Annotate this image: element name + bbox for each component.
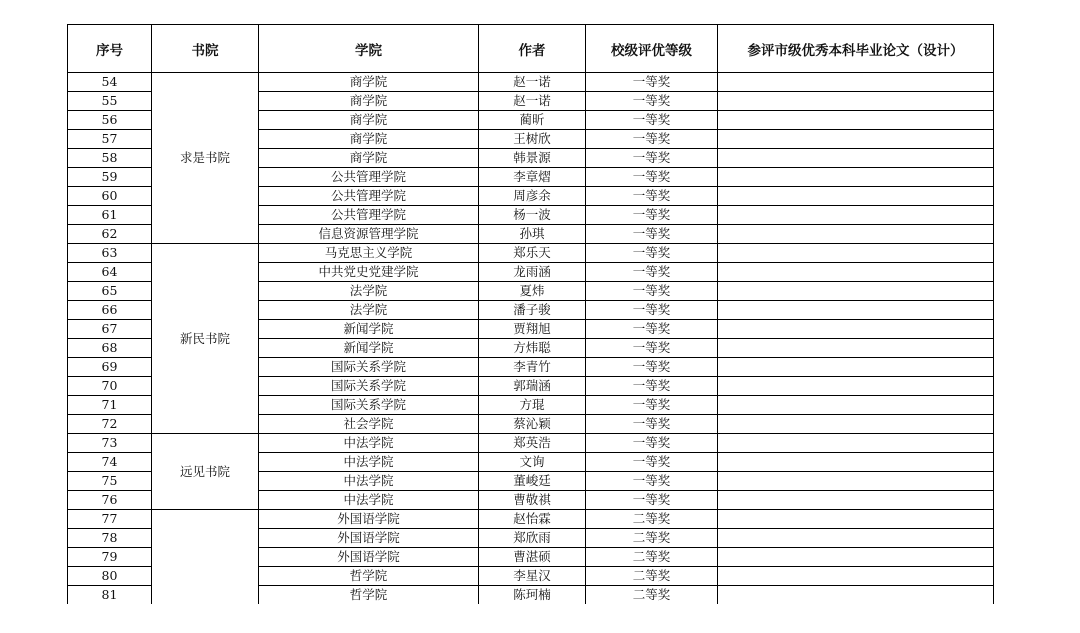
author-cell: 曹湛硕 <box>479 548 586 567</box>
row-number: 54 <box>68 73 152 92</box>
school-level-cell: 一等奖 <box>586 434 718 453</box>
city-award-cell <box>718 320 994 339</box>
author-cell: 王树欣 <box>479 130 586 149</box>
school-level-cell: 一等奖 <box>586 206 718 225</box>
academy-cell <box>152 510 259 605</box>
header-author: 作者 <box>479 25 586 73</box>
header-city-award: 参评市级优秀本科毕业论文（设计） <box>718 25 994 73</box>
school-level-cell: 二等奖 <box>586 586 718 605</box>
city-award-cell <box>718 130 994 149</box>
school-level-cell: 一等奖 <box>586 168 718 187</box>
school-level-cell: 一等奖 <box>586 377 718 396</box>
row-number: 81 <box>68 586 152 605</box>
school-level-cell: 一等奖 <box>586 415 718 434</box>
city-award-cell <box>718 168 994 187</box>
school-level-cell: 一等奖 <box>586 92 718 111</box>
school-level-cell: 二等奖 <box>586 529 718 548</box>
author-cell: 方炜聪 <box>479 339 586 358</box>
school-level-cell: 一等奖 <box>586 358 718 377</box>
author-cell: 赵怡霖 <box>479 510 586 529</box>
city-award-cell <box>718 339 994 358</box>
school-level-cell: 一等奖 <box>586 244 718 263</box>
row-number: 67 <box>68 320 152 339</box>
college-cell: 国际关系学院 <box>259 377 479 396</box>
college-cell: 中共党史党建学院 <box>259 263 479 282</box>
author-cell: 李青竹 <box>479 358 586 377</box>
row-number: 75 <box>68 472 152 491</box>
college-cell: 新闻学院 <box>259 320 479 339</box>
row-number: 80 <box>68 567 152 586</box>
author-cell: 龙雨涵 <box>479 263 586 282</box>
author-cell: 郑欣雨 <box>479 529 586 548</box>
row-number: 60 <box>68 187 152 206</box>
school-level-cell: 一等奖 <box>586 320 718 339</box>
row-number: 77 <box>68 510 152 529</box>
academy-cell: 远见书院 <box>152 434 259 510</box>
city-award-cell <box>718 282 994 301</box>
city-award-cell <box>718 472 994 491</box>
author-cell: 曹敬祺 <box>479 491 586 510</box>
college-cell: 信息资源管理学院 <box>259 225 479 244</box>
author-cell: 郭瑞涵 <box>479 377 586 396</box>
college-cell: 新闻学院 <box>259 339 479 358</box>
table-row <box>68 510 994 529</box>
school-level-cell: 一等奖 <box>586 396 718 415</box>
academy-cell: 新民书院 <box>152 244 259 434</box>
city-award-cell <box>718 567 994 586</box>
city-award-cell <box>718 586 994 605</box>
city-award-cell <box>718 225 994 244</box>
school-level-cell: 一等奖 <box>586 282 718 301</box>
school-level-cell: 二等奖 <box>586 548 718 567</box>
row-number: 71 <box>68 396 152 415</box>
row-number: 65 <box>68 282 152 301</box>
author-cell: 孙琪 <box>479 225 586 244</box>
city-award-cell <box>718 206 994 225</box>
author-cell: 郑乐天 <box>479 244 586 263</box>
city-award-cell <box>718 92 994 111</box>
college-cell: 商学院 <box>259 111 479 130</box>
college-cell: 国际关系学院 <box>259 396 479 415</box>
city-award-cell <box>718 415 994 434</box>
school-level-cell: 二等奖 <box>586 567 718 586</box>
city-award-cell <box>718 111 994 130</box>
row-number: 73 <box>68 434 152 453</box>
city-award-cell <box>718 491 994 510</box>
row-number: 74 <box>68 453 152 472</box>
row-number: 66 <box>68 301 152 320</box>
row-number: 64 <box>68 263 152 282</box>
header-academy: 书院 <box>152 25 259 73</box>
row-number: 58 <box>68 149 152 168</box>
city-award-cell <box>718 434 994 453</box>
row-number: 72 <box>68 415 152 434</box>
college-cell: 社会学院 <box>259 415 479 434</box>
college-cell: 中法学院 <box>259 453 479 472</box>
school-level-cell: 一等奖 <box>586 339 718 358</box>
college-cell: 中法学院 <box>259 491 479 510</box>
school-level-cell: 一等奖 <box>586 187 718 206</box>
author-cell: 蔺昕 <box>479 111 586 130</box>
row-number: 78 <box>68 529 152 548</box>
table-header-row <box>68 25 994 73</box>
college-cell: 外国语学院 <box>259 548 479 567</box>
city-award-cell <box>718 453 994 472</box>
row-number: 79 <box>68 548 152 567</box>
author-cell: 周彦余 <box>479 187 586 206</box>
city-award-cell <box>718 73 994 92</box>
author-cell: 贾翔旭 <box>479 320 586 339</box>
school-level-cell: 一等奖 <box>586 130 718 149</box>
college-cell: 法学院 <box>259 301 479 320</box>
author-cell: 潘子骏 <box>479 301 586 320</box>
city-award-cell <box>718 149 994 168</box>
author-cell: 李章熠 <box>479 168 586 187</box>
college-cell: 商学院 <box>259 149 479 168</box>
school-level-cell: 一等奖 <box>586 301 718 320</box>
college-cell: 商学院 <box>259 130 479 149</box>
college-cell: 哲学院 <box>259 567 479 586</box>
school-level-cell: 一等奖 <box>586 453 718 472</box>
table-body <box>68 73 994 605</box>
city-award-cell <box>718 377 994 396</box>
row-number: 70 <box>68 377 152 396</box>
city-award-cell <box>718 510 994 529</box>
author-cell: 赵一诺 <box>479 73 586 92</box>
awards-table-container <box>67 24 993 604</box>
row-number: 57 <box>68 130 152 149</box>
row-number: 68 <box>68 339 152 358</box>
college-cell: 马克思主义学院 <box>259 244 479 263</box>
row-number: 69 <box>68 358 152 377</box>
row-number: 76 <box>68 491 152 510</box>
college-cell: 公共管理学院 <box>259 168 479 187</box>
city-award-cell <box>718 263 994 282</box>
author-cell: 韩景源 <box>479 149 586 168</box>
author-cell: 董峻廷 <box>479 472 586 491</box>
college-cell: 外国语学院 <box>259 529 479 548</box>
college-cell: 中法学院 <box>259 472 479 491</box>
author-cell: 文询 <box>479 453 586 472</box>
author-cell: 陈珂楠 <box>479 586 586 605</box>
author-cell: 蔡沁颖 <box>479 415 586 434</box>
city-award-cell <box>718 301 994 320</box>
row-number: 55 <box>68 92 152 111</box>
college-cell: 哲学院 <box>259 586 479 605</box>
college-cell: 法学院 <box>259 282 479 301</box>
school-level-cell: 一等奖 <box>586 149 718 168</box>
college-cell: 外国语学院 <box>259 510 479 529</box>
author-cell: 杨一波 <box>479 206 586 225</box>
school-level-cell: 一等奖 <box>586 225 718 244</box>
header-college: 学院 <box>259 25 479 73</box>
author-cell: 方琨 <box>479 396 586 415</box>
college-cell: 公共管理学院 <box>259 187 479 206</box>
author-cell: 赵一诺 <box>479 92 586 111</box>
school-level-cell: 一等奖 <box>586 491 718 510</box>
academy-cell: 求是书院 <box>152 73 259 244</box>
row-number: 61 <box>68 206 152 225</box>
row-number: 59 <box>68 168 152 187</box>
header-school-level: 校级评优等级 <box>586 25 718 73</box>
city-award-cell <box>718 358 994 377</box>
college-cell: 商学院 <box>259 73 479 92</box>
author-cell: 夏炜 <box>479 282 586 301</box>
row-number: 56 <box>68 111 152 130</box>
college-cell: 中法学院 <box>259 434 479 453</box>
table-row <box>68 244 994 263</box>
college-cell: 国际关系学院 <box>259 358 479 377</box>
header-number: 序号 <box>68 25 152 73</box>
college-cell: 商学院 <box>259 92 479 111</box>
author-cell: 郑英浩 <box>479 434 586 453</box>
city-award-cell <box>718 187 994 206</box>
college-cell: 公共管理学院 <box>259 206 479 225</box>
school-level-cell: 二等奖 <box>586 510 718 529</box>
row-number: 62 <box>68 225 152 244</box>
school-level-cell: 一等奖 <box>586 263 718 282</box>
author-cell: 李星汉 <box>479 567 586 586</box>
table-row <box>68 434 994 453</box>
row-number: 63 <box>68 244 152 263</box>
city-award-cell <box>718 529 994 548</box>
school-level-cell: 一等奖 <box>586 472 718 491</box>
school-level-cell: 一等奖 <box>586 73 718 92</box>
city-award-cell <box>718 396 994 415</box>
awards-table <box>67 24 994 604</box>
school-level-cell: 一等奖 <box>586 111 718 130</box>
city-award-cell <box>718 244 994 263</box>
table-row <box>68 73 994 92</box>
city-award-cell <box>718 548 994 567</box>
